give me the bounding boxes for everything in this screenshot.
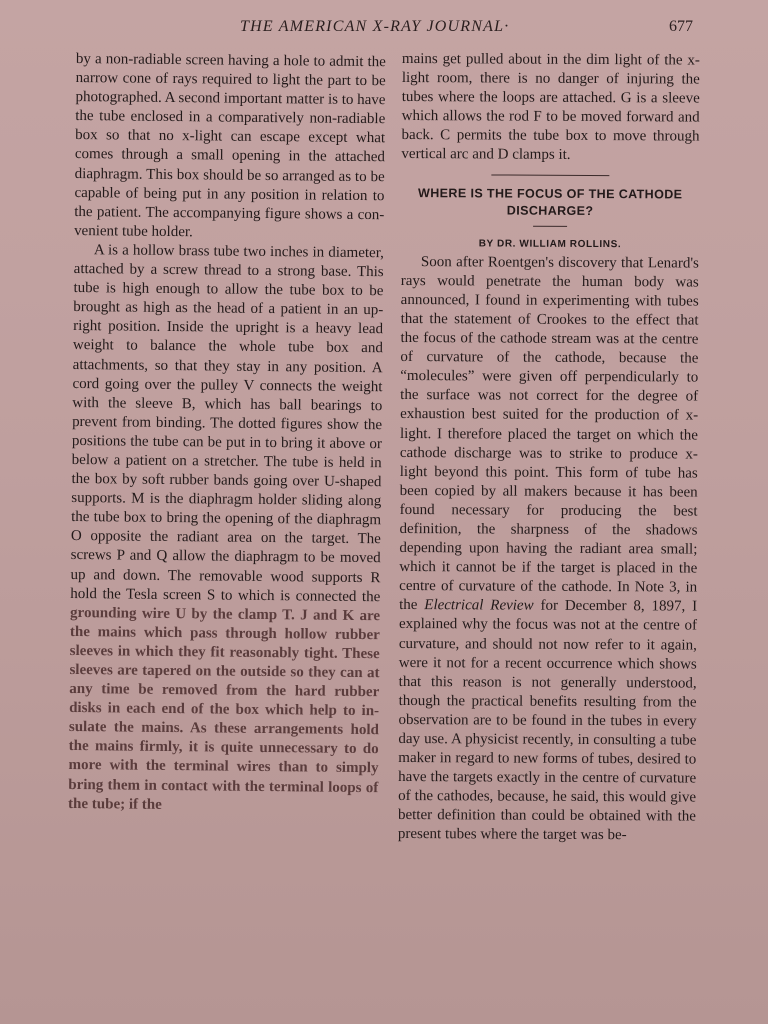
journal-title: THE AMERICAN X-RAY JOURNAL· [240, 18, 510, 35]
left-column [68, 50, 386, 817]
right-paragraph-2-text: Soon after Roentgen's discovery that Lenard's rays would penetrate the human body was announced, I found in experimenting with tubes that the statement of Crookes to the effect that the focus of the cathode stream was at the centre of curvature of the cathode, because the “molecules” were given off perpendicularly to the surface was not correct for the degree of exhaustion best suited for the production of x-light. I therefore placed the target on which the cathode discharge was to strike to produce x-light beyond this point. This form of tube has been copied by all makers because it has been found necessary for producing the best definition, the sharpness of the shadows depending upon having the radiant area small; which it cannot be if the target is placed in the centre of curvature of the cathode. In Note 3, in the [399, 253, 699, 614]
section-divider [491, 174, 609, 176]
article-byline: BY DR. WILLIAM ROLLINS. [478, 237, 622, 250]
title-rule [533, 225, 567, 226]
right-paragraph-1: mains get pulled about in the dim light of the x-light room, there is no danger of injuring the tubes where the loops are attached. G is a sleeve which allows the rod F to be moved forward and back. C permits the tube box to move through vertical arc and D clamps it. [401, 50, 700, 164]
running-head [0, 18, 768, 40]
left-paragraph-2 [68, 241, 384, 817]
left-paragraph-1: by a non-radiable screen having a hole to admit the narrow cone of rays required to light the part to be photographed. A second important matter is to have the tube enclosed in a comparatively non-radiable box so that no x-light can escape except what comes through a small opening in the attached diaphragm. This box should be so arranged as to be capable of being put in any position in relation to the patient. The accompanying figure shows a convenient tube holder. [74, 50, 386, 241]
left-paragraph-2-text: A is a hollow brass tube two inches in diameter, attached by a screw thread to a strong base. This tube is high enough to allow the tube box to be brought as high as the head of a patient in an upright position. Inside the upright is a heavy lead weight to balance the whole tube box and attachments, so that they stay in any position. A cord going over the pulley V connects the weight with the sleeve B, which has ball bearings to prevent from binding. The dotted figures show the positions the tube can be put in to bring it above or below a patient on a stretcher. The tube is held in the box by soft rubber bands going over U-shaped supports. M is the diaphragm holder sliding along the tube box to bring the opening of the diaphragm O opposite the radiant area on the target. The screws P and Q allow the diaphragm to be moved up and down. The removable wood supports R hold the Tesla screen S to which is connected the [70, 242, 384, 605]
article-title: WHERE IS THE FOCUS OF THE CATHODE DISCHARGE? [418, 185, 683, 218]
page-number: 677 [669, 18, 693, 35]
journal-name-citation: Electrical Review [424, 597, 534, 615]
right-column [398, 50, 700, 846]
left-paragraph-2-faded-text: grounding wire U by the clamp T. J and K are the mains which pass through hollow rubber sleeves in which they fit reasonably tight. These sleeves are tapered on the outside so they can at any time be removed from the hard rubber disks in each end of the box which help to insulate the mains. As these arrangements hold the mains firmly, it is quite unnecessary to do more with the terminal wires than to simply bring them in contact with the terminal loops of the tube; if the [68, 604, 381, 813]
right-paragraph-2 [398, 253, 699, 846]
right-paragraph-2-continued: for December 8, 1897, I explained why the focus was not at the centre of curvature, and should not now refer to it again, were it not for a recent occurrence which shows that this reason is not generally understood, though the practical benefits resulting from the observation are to be found in the tubes in every day use. A physicist recently, in consulting a tube maker in regard to new forms of tubes, desired to have the targets exactly in the centre of curvature of the cathodes, because, he said, this would give better definition than could be obtained with the present tubes where the target was be- [397, 598, 698, 844]
